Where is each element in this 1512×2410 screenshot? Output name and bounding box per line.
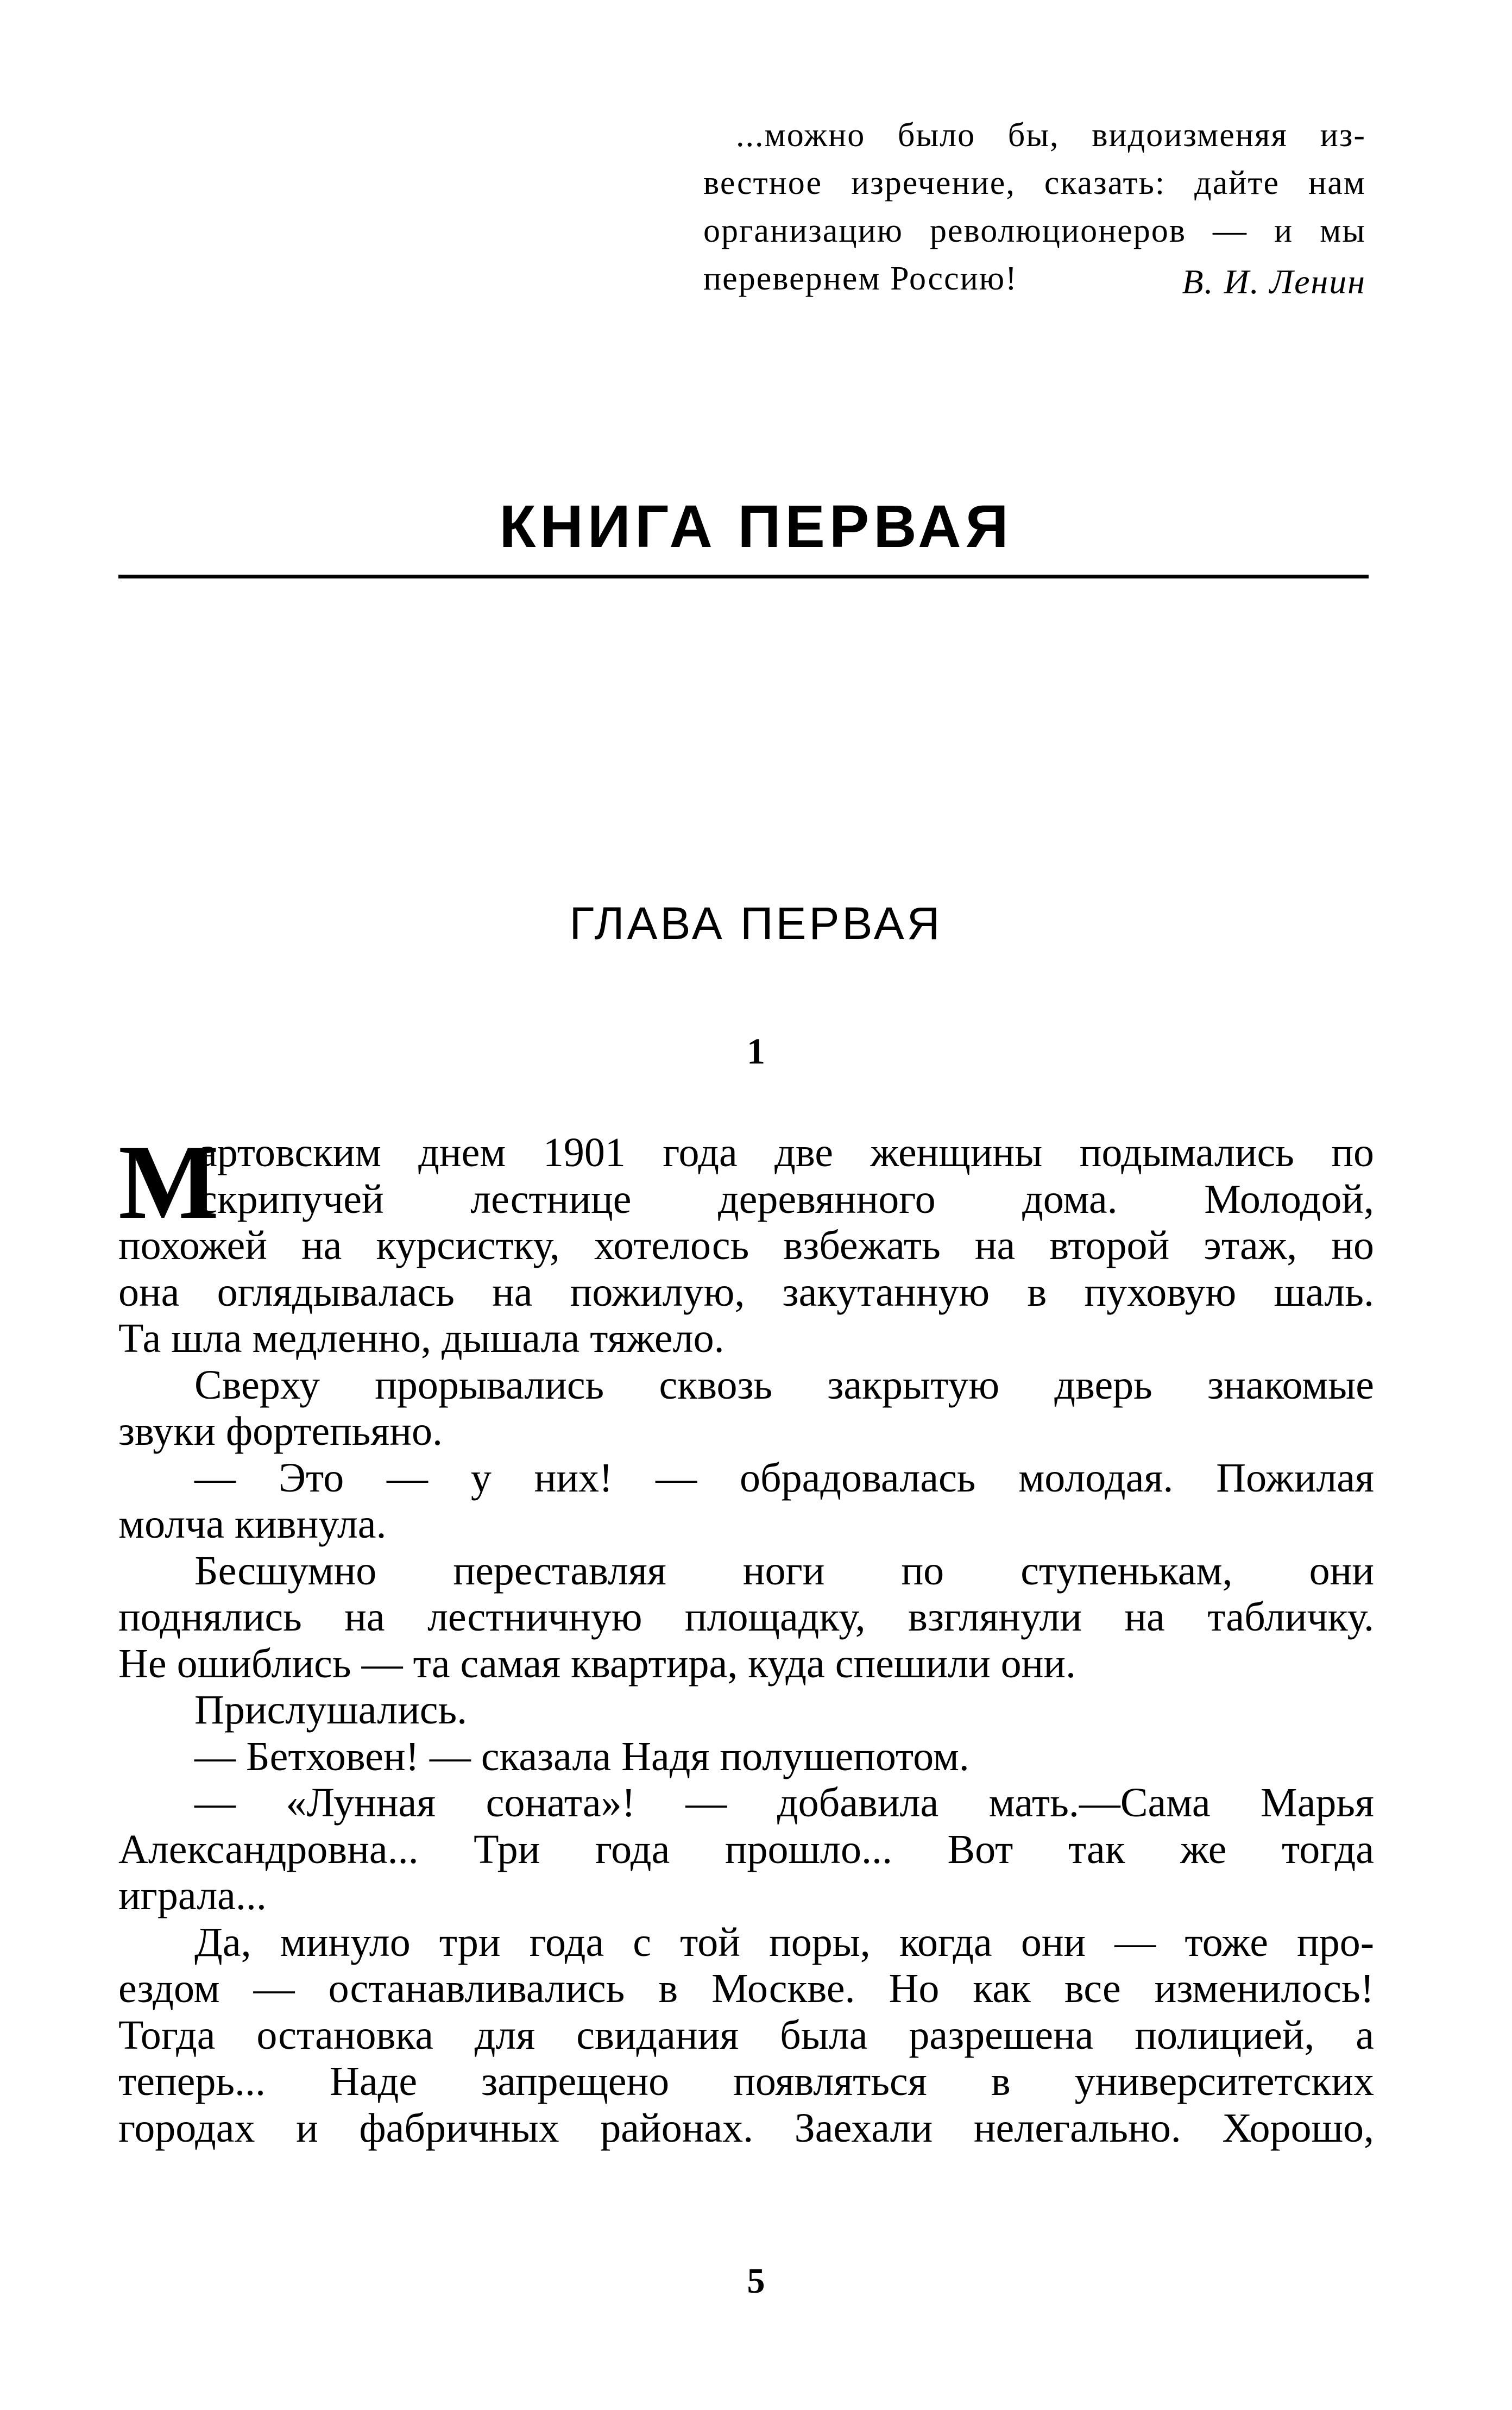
epigraph-line: организацию революционеров — и мы [703,212,1366,249]
epigraph-author: В. И. Ленин [1182,262,1366,301]
text-line: — Бетховен! — сказала Надя полушепотом. [194,1733,969,1779]
page-number: 5 [747,2261,765,2301]
text-line: теперь... Наде запрещено появляться в университетских [118,2059,1374,2104]
text-line: играла... [118,1873,267,1918]
text-line: звуки фортепьяно. [118,1408,443,1454]
text-line: молча кивнула. [118,1501,387,1547]
text-line: Не ошиблись — та самая квартира, куда спешили они. [118,1640,1076,1687]
text-line: артовским днем 1901 года две женщины подымались по [199,1130,1374,1175]
epigraph-line: перевернем Россию! [703,260,1018,297]
section-number: 1 [747,1030,765,1072]
text-line: похожей на курсистку, хотелось взбежать на второй этаж, но [118,1223,1374,1268]
text-line: — «Лунная соната»! — добавила мать.—Сама Марья [194,1780,1374,1826]
book-title: КНИГА ПЕРВАЯ [499,493,1013,560]
epigraph-line: ...можно было бы, видоизменяя из- [736,117,1366,154]
text-line: Бесшумно переставляя ноги по ступенькам, они [194,1547,1374,1594]
text-line: поднялись на лестничную площадку, взглянули на табличку. [118,1594,1374,1640]
text-line: — Это — у них! — обрадовалась молодая. Пожилая [194,1455,1374,1501]
title-rule [118,575,1369,578]
body-text [118,1123,1374,2151]
chapter-title: ГЛАВА ПЕРВАЯ [569,898,943,949]
text-line: Да, минуло три года с той поры, когда они — тоже про- [194,1919,1374,1965]
text-line: Тогда остановка для свидания была разрешена полицией, а [118,2012,1374,2058]
text-line: ездом — останавливались в Москве. Но как все изменилось! [118,1966,1374,2011]
drop-cap: М [118,1123,219,1241]
text-line: скрипучей лестнице деревянного дома. Молодой, [199,1176,1374,1222]
text-line: Прислушались. [194,1687,468,1733]
text-line: Сверху прорывались сквозь закрытую дверь знакомые [194,1362,1374,1408]
epigraph-line: вестное изречение, сказать: дайте нам [703,165,1366,202]
text-line: Александровна... Три года прошло... Вот так же тогда [118,1826,1374,1872]
text-line: городах и фабричных районах. Заехали нелегально. Хорошо, [118,2105,1374,2151]
text-line: Та шла медленно, дышала тяжело. [118,1316,724,1361]
text-line: она оглядывалась на пожилую, закутанную в пуховую шаль. [118,1269,1374,1315]
